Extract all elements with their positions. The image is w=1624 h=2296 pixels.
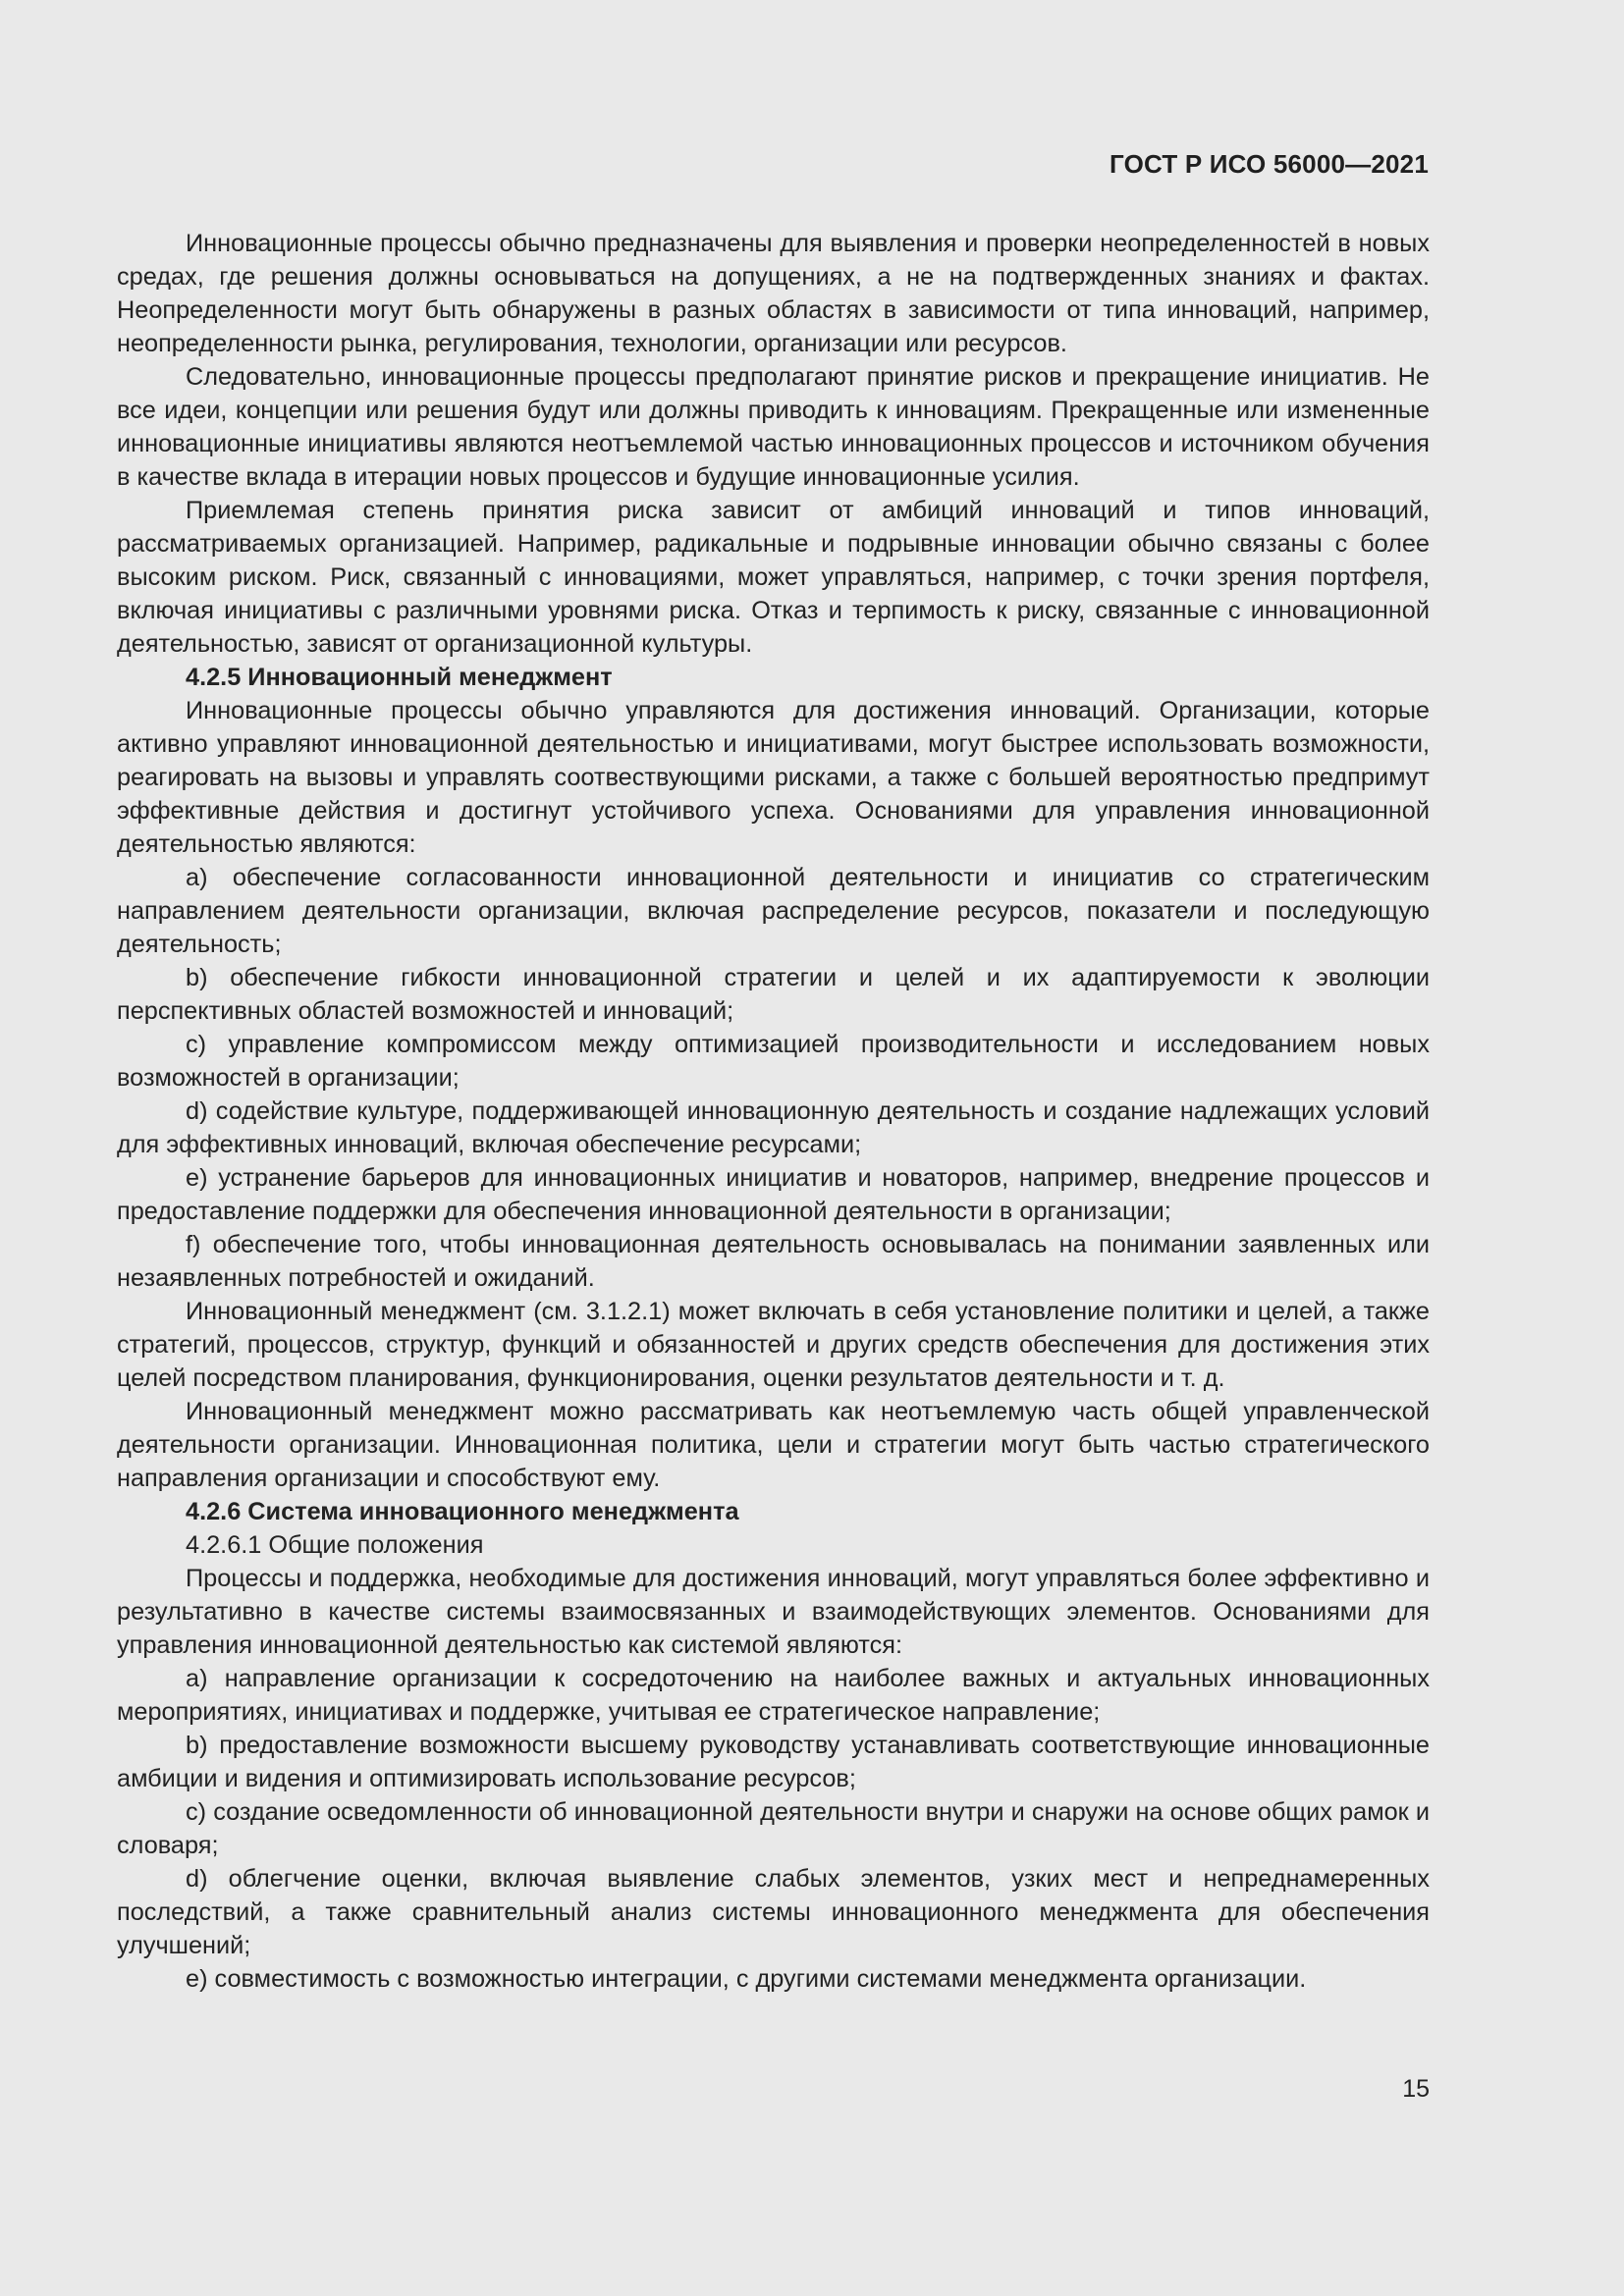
list-item: b) обеспечение гибкости инновационной стратегии и целей и их адаптируемости к эволюции перспективных областей возможностей и инноваций;	[117, 964, 1430, 1025]
document-header: ГОСТ Р ИСО 56000—2021	[1109, 149, 1429, 179]
page-number: 15	[1402, 2075, 1430, 2103]
paragraph: Следовательно, инновационные процессы предполагают принятие рисков и прекращение инициатив. Не все идеи, концепции или решения будут или должны приводить к инновациям. Прекращенные или измененные инновационные инициативы являются неотъемлемой частью инновационных процессов и источником обучения в качестве вклада в итерации новых процессов и будущие инновационные усилия.	[117, 363, 1430, 491]
paragraph: Инновационные процессы обычно предназначены для выявления и проверки неопределенностей в новых средах, где решения должны основываться на допущениях, а не на подтвержденных знаниях и фактах. Неопределенности могут быть обнаружены в разных областях в зависимости от типа инноваций, например, неопределенности рынка, регулирования, технологии, организации или ресурсов.	[117, 230, 1430, 357]
paragraph: Процессы и поддержка, необходимые для достижения инноваций, могут управляться более эффективно и результативно в качестве системы взаимосвязанных и взаимодействующих элементов. Основаниями для управления инновационной деятельностью как системой являются:	[117, 1565, 1430, 1659]
list-item: a) обеспечение согласованности инновационной деятельности и инициатив со стратегическим направлением деятельности организации, включая распределение ресурсов, показатели и последующую деятельность;	[117, 864, 1430, 958]
list-item: e) совместимость с возможностью интеграции, с другими системами менеджмента организации.	[186, 1965, 1307, 1993]
paragraph: Инновационные процессы обычно управляются для достижения инноваций. Организации, которые активно управляют инновационной деятельностью и инициативами, могут быстрее использовать возможности, реагировать на вызовы и управлять соотвествующими рисками, а также с большей вероятностью предпримут эффективные действия и достигнут устойчивого успеха. Основаниями для управления инновационной деятельностью являются:	[117, 697, 1430, 858]
list-item: d) облегчение оценки, включая выявление слабых элементов, узких мест и непреднамеренных последствий, а также сравнительный анализ системы инновационного менеджмента для обеспечения улучшений;	[117, 1865, 1430, 1959]
list-item: b) предоставление возможности высшему руководству устанавливать соответствующие инновационные амбиции и видения и оптимизировать использование ресурсов;	[117, 1732, 1430, 1792]
list-item: e) устранение барьеров для инновационных инициатив и новаторов, например, внедрение процессов и предоставление поддержки для обеспечения инновационной деятельности в организации;	[117, 1164, 1430, 1225]
section-heading: 4.2.5 Инновационный менеджмент	[186, 664, 613, 691]
paragraph: Инновационный менеджмент (см. 3.1.2.1) может включать в себя установление политики и целей, а также стратегий, процессов, структур, функций и обязанностей и других средств обеспечения для достижения этих целей посредством планирования, функционирования, оценки результатов деятельности и т. д.	[117, 1298, 1430, 1392]
list-item: d) содействие культуре, поддерживающей инновационную деятельность и создание надлежащих условий для эффективных инноваций, включая обеспечение ресурсами;	[117, 1097, 1430, 1158]
paragraph: Инновационный менеджмент можно рассматривать как неотъемлемую часть общей управленческой деятельности организации. Инновационная политика, цели и стратегии могут быть частью стратегического направления организации и способствуют ему.	[117, 1398, 1430, 1492]
list-item: c) управление компромиссом между оптимизацией производительности и исследованием новых возможностей в организации;	[117, 1031, 1430, 1092]
list-item: f) обеспечение того, чтобы инновационная деятельность основывалась на понимании заявленных или незаявленных потребностей и ожиданий.	[117, 1231, 1430, 1292]
document-body	[117, 227, 1430, 1996]
list-item: c) создание осведомленности об инновационной деятельности внутри и снаружи на основе общих рамок и словаря;	[117, 1798, 1430, 1859]
paragraph: Приемлемая степень принятия риска зависит от амбиций инноваций и типов инноваций, рассматриваемых организацией. Например, радикальные и подрывные инновации обычно связаны с более высоким риском. Риск, связанный с инновациями, может управляться, например, с точки зрения портфеля, включая инициативы с различными уровнями риска. Отказ и терпимость к риску, связанные с инновационной деятельностью, зависят от организационной культуры.	[117, 497, 1430, 658]
subsection-heading: 4.2.6.1 Общие положения	[186, 1531, 484, 1559]
section-heading: 4.2.6 Система инновационного менеджмента	[186, 1498, 739, 1525]
list-item: a) направление организации к сосредоточению на наиболее важных и актуальных инновационных мероприятиях, инициативах и поддержке, учитывая ее стратегическое направление;	[117, 1665, 1430, 1726]
